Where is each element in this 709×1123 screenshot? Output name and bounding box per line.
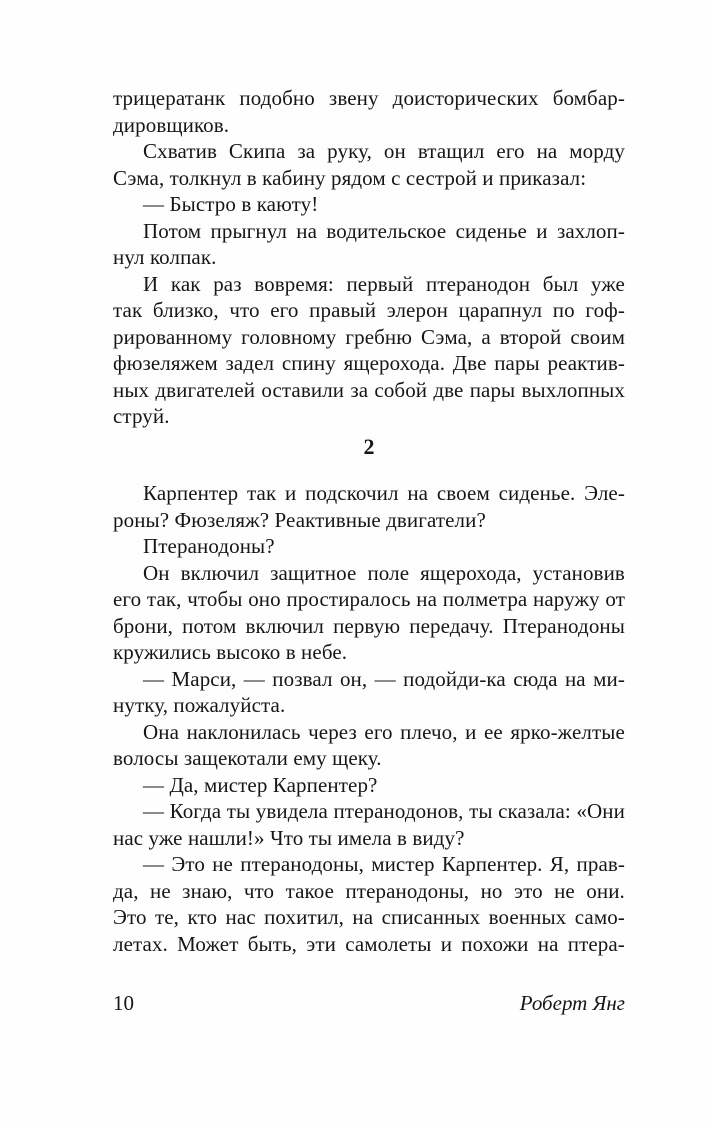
text-line: Карпентер так и подскочил на своем сиденье. Эле- [143, 481, 625, 505]
text-line: Она наклонилась через его плечо, и ее ярко-желтые [143, 719, 625, 744]
chapter-number: 2 [363, 433, 375, 459]
text-line: роны? Фюзеляж? Реактивные двигатели? [113, 507, 486, 532]
text-line: да, не знаю, что такое птеранодоны, но это не они. [113, 878, 625, 903]
text-line: рированному головному гребню Сэма, а второй своим [113, 324, 625, 349]
text-line: брони, потом включил первую передачу. Птеранодоны [113, 613, 625, 638]
text-block [113, 85, 625, 957]
text-line: — Это не птеранодоны, мистер Карпентер. Я, прав- [143, 852, 625, 876]
text-line: нул колпак. [113, 245, 217, 269]
text-line: фюзеляжем задел спину ящерохода. Две пары реактив- [113, 351, 625, 375]
text-line: Птеранодоны? [143, 534, 275, 558]
text-line: волосы защекотали ему щеку. [113, 746, 382, 770]
text-line: трицератанк подобно звену доисторических бомбар- [113, 86, 625, 110]
text-line: Это те, кто нас похитил, на списанных военных само- [113, 905, 625, 929]
running-author: Роберт Янг [519, 991, 625, 1015]
text-line: — Быстро в каюту! [143, 192, 319, 216]
text-line: нас уже нашли!» Что ты имела в виду? [113, 825, 465, 850]
text-line: Он включил защитное поле ящерохода, установив [143, 560, 625, 585]
text-line: струй. [113, 404, 170, 428]
text-line: его так, чтобы оно простиралось на полметра наружу от [113, 587, 625, 611]
text-line: И как раз вовремя: первый птеранодон был уже [143, 271, 625, 296]
text-line: кружились высоко в небе. [113, 640, 348, 664]
text-line: — Марси, — позвал он, — подойди-ка сюда на ми- [143, 666, 625, 691]
text-line: Сэма, толкнул в кабину рядом с сестрой и приказал: [113, 165, 587, 190]
page-number: 10 [113, 991, 134, 1015]
text-line: Потом прыгнул на водительское сиденье и захлоп- [143, 218, 625, 243]
text-line: Схватив Скипа за руку, он втащил его на морду [143, 139, 625, 163]
text-line: — Когда ты увидела птеранодонов, ты сказала: «Они [143, 799, 625, 823]
text-line: дировщиков. [113, 112, 230, 137]
text-line: нутку, пожалуйста. [113, 693, 286, 717]
page-footer [113, 990, 625, 1017]
text-line: летах. Может быть, эти самолеты и похожи на птера- [113, 931, 625, 956]
text-line: — Да, мистер Карпентер? [143, 772, 378, 797]
text-line: ных двигателей оставили за собой две пары выхлопных [113, 377, 625, 402]
text-line: так близко, что его правый элерон царапнул по гоф- [113, 298, 625, 322]
